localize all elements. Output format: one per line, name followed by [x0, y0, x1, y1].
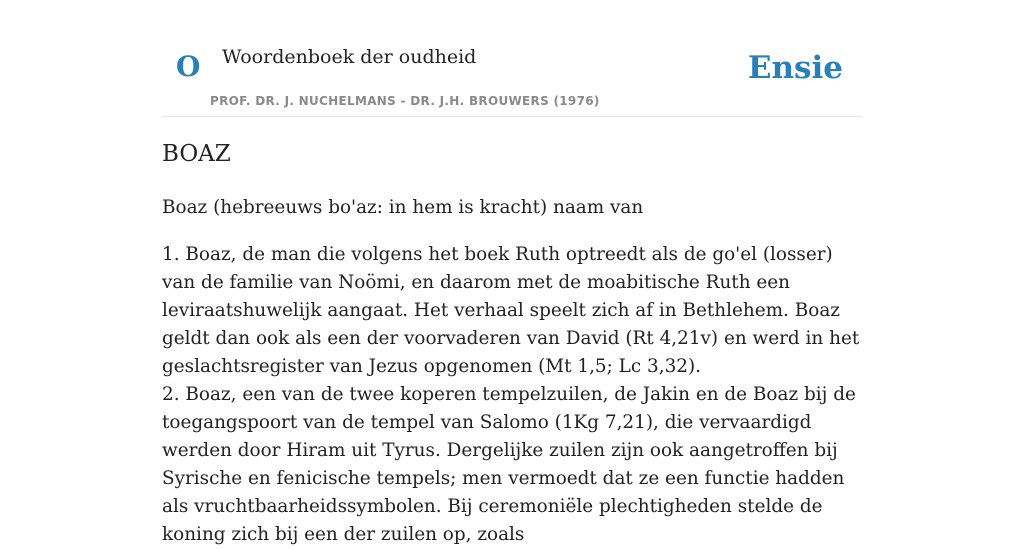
entry-content: [162, 136, 862, 549]
entry-title: BOAZ: [162, 141, 231, 167]
book-authors: PROF. DR. J. NUCHELMANS - DR. J.H. BROUWERS (1976): [210, 94, 600, 108]
entry-item-2: 2. Boaz, een van de twee koperen tempelzuilen, de Jakin en de Boaz bij de toegangspoort van de tempel van Salomo (1Kg 7,21), die vervaardigd werden door Hiram uit Tyrus. Dergelijke zuilen zijn ook aangetroffen bij Syrische en fenicische tempels; men vermoedt dat ze een functie hadden als vruchtbaarheidssymbolen. Bij ceremoniële plechtigheden stelde de koning zich bij een der zuilen op, zoals: [162, 384, 856, 545]
ensie-logo[interactable]: Ensie: [747, 50, 843, 86]
entry-intro: Boaz (hebreeuws bo'az: in hem is kracht) naam van: [162, 197, 644, 218]
book-title[interactable]: Woordenboek der oudheid: [222, 46, 477, 68]
header: [162, 0, 862, 117]
entry-item-1: 1. Boaz, de man die volgens het boek Ruth optreedt als de go'el (losser) van de familie van Noömi, en daarom met de moabitische Ruth een leviraatshuwelijk aangaat. Het verhaal speelt zich af in Bethlehem. Boaz geldt dan ook als een der voorvaderen van David (Rt 4,21v) en werd in het geslachtsregister van Jezus opgenomen (Mt 1,5; Lc 3,32).: [162, 244, 860, 377]
section-letter[interactable]: O: [176, 50, 201, 83]
